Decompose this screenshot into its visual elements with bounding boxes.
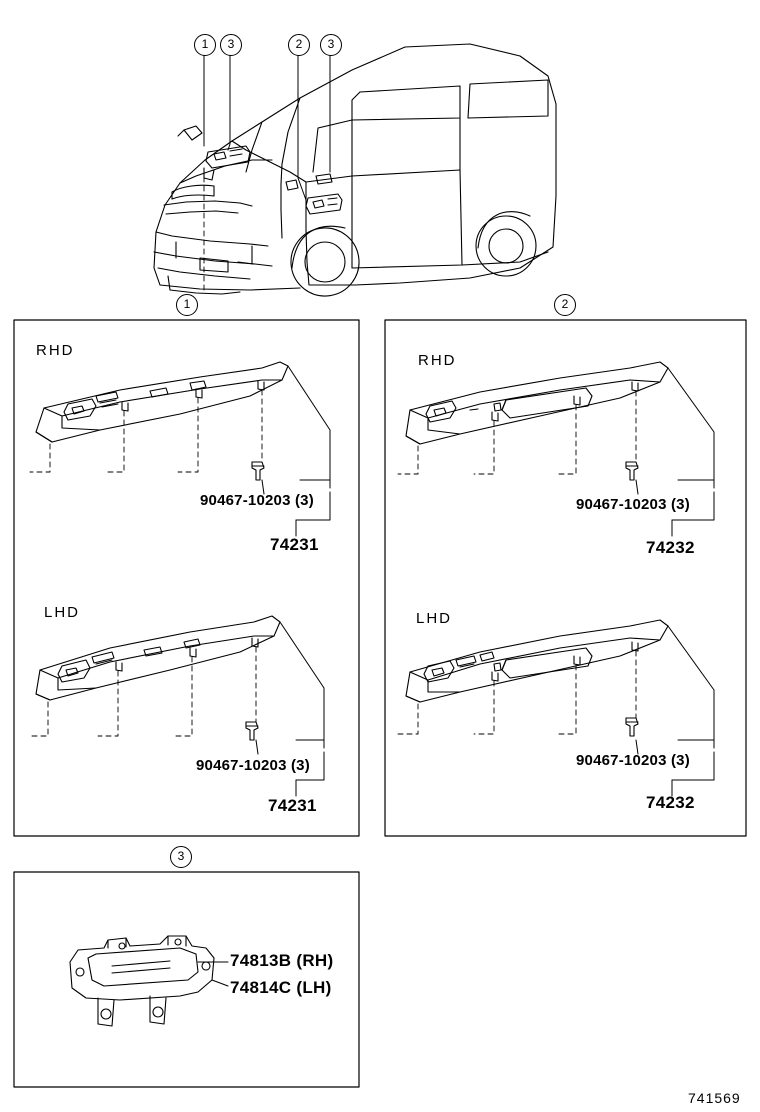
callout-3-top: 3 [220, 34, 242, 56]
panel-1-lhd-label: LHD [44, 604, 81, 621]
panel-1-lhd-main-part: 74231 [268, 796, 317, 815]
panel-1-lhd-clip-part: 90467-10203 (3) [196, 757, 310, 774]
panel-2-box [385, 320, 746, 836]
panel2-lhd-clip-icon [626, 718, 638, 736]
callout-1-top: 1 [194, 34, 216, 56]
callout-leader-lines [204, 54, 330, 200]
panel-3-part-lh: 74814C (LH) [230, 978, 332, 997]
panel-2-rhd-clip-part: 90467-10203 (3) [576, 496, 690, 513]
panel1-rhd-clip-icon [252, 462, 264, 480]
panel1-rhd-part [36, 362, 288, 442]
panel-1-rhd-clip-part: 90467-10203 (3) [200, 492, 314, 509]
panel-2-rhd-main-part: 74232 [646, 538, 695, 557]
panel-2-lhd-main-part: 74232 [646, 793, 695, 812]
panel2-lhd-leaders [636, 626, 714, 796]
van-rear-switch-panel [306, 194, 342, 214]
van-body [154, 44, 556, 300]
panel1-lhd-part [36, 616, 280, 700]
diagram-footer-code: 741569 [688, 1090, 741, 1106]
panel-2-lhd-label: LHD [416, 610, 453, 627]
panel2-rhd-part [406, 362, 668, 444]
panel-2-lhd-clip-part: 90467-10203 (3) [576, 752, 690, 769]
panel1-lhd-clip-icon [246, 722, 258, 740]
panel-1-rhd-label: RHD [36, 342, 75, 359]
panel1-lhd-dashes [28, 647, 256, 736]
panel2-lhd-part [406, 620, 668, 702]
panel-1-callout: 1 [176, 294, 198, 316]
panel1-rhd-leaders [262, 366, 330, 536]
panel-3-callout: 3 [170, 846, 192, 868]
panel2-rhd-clip-icon [626, 462, 638, 480]
panel3-bracket-part [70, 936, 214, 1026]
panel-2-callout: 2 [554, 294, 576, 316]
panel-3-part-rh: 74813B (RH) [230, 951, 334, 970]
callout-2-top: 2 [288, 34, 310, 56]
callout-3b-top: 3 [320, 34, 342, 56]
panel-1-rhd-main-part: 74231 [270, 535, 319, 554]
panel-2-rhd-label: RHD [418, 352, 457, 369]
van-front-switch-panel [204, 146, 250, 180]
